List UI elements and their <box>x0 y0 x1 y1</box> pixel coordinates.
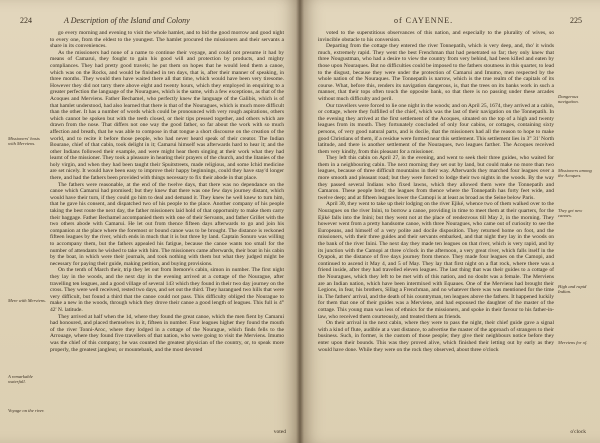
page-number: 225 <box>570 16 582 25</box>
paragraph: They arrived at half when the 1d, where they found the great canoe, which the men fient by Camarui had honoured, and placed themselves in it, fifteen in number. Four leagues higher they found the mouth of the river Tonni-Aroc, where they lodged in a cottage of the Nourague, which finds fells to the Arrouage, where they found five travellers of that nation, who were going to visit the Merviens. Imumo was the chief of this company; he was counted the greatest physician of the country, or, to speak more properly, the greatest jangleur, or mountebank, and the most devoted <box>50 313 284 353</box>
paragraph: Departing from the cottage they entered the river Tonnepatih, which is very deep, and, tho' it winds much, extremely rapid. They went the best Frenchman that had penetrated so far; they only knew that three Nougustman, who had a desire to view the country from very behind, had been killed and eaten by those upon Nouraques. But no difficulties could be imposed to the fathers stoutness in this quarter, to lead to the disgust, because they were under the protection of Camarui and Imumo, men respected by the whole nation of the Nouraques. The Tonnepatih is narrow, which is the true realm of the capitals of its course. What, before this, renders its navigation dangerous, is, that the trees on its banks work in such a manner, that their tops often touch the opposite bank, so that there is no passing under these arcades without much difficulty and peril. <box>318 43 554 102</box>
marginal-note: Missioners' hosts with Merviens. <box>8 136 40 147</box>
right-page-body <box>318 30 554 353</box>
marginal-note: A remarkable waterfall. <box>8 374 33 385</box>
marginal-note: Missioners among the Acoques. <box>558 168 592 179</box>
paragraph: They left this cabin on April 27, in the evening, and went to seek their three guides, who waited for them in a neighbouring cabin. The next morning they set out by land, but could make no more than two leagues, because of three difficult mountains in their way. Afterwards they marched four leagues over a more smooth and pleasant road; but they were forced to lodge their two nights in the woods. By the way they passed several Indians who fixed lawns, which they allowed them were the Tonnepatih and Camaron. These people bred; the leagues from thence where the Tonnepatih has forty feet wide, and twelve deep; and at fifteen leagues lower the Camopi is at least as broad as the Seine below Paris. <box>318 155 554 201</box>
paragraph: As the missioners had none of a name to continue their voyage, and could not presume it had by means of Camarui, they fought to gain his good will and protection by products, and mighty compliances. They had pretty good travels; he put them on hopes that he would lend them a canoe, which was on the Rocks, and would be finished in ten days, that is, after their manner of speaking, in three months. They would then have waited there all that time, which would have been very tiresome. However they did not tarry there above eight and twenty hours, which they employed in enquiring to a greater perfection the language of the Nouragues, which is the same, with a few exceptions, as that of the Acoques and Merviens. Father Bechamel, who perfectly knew the language of the Galibis, which is of that hamlet understood, had also learned that there is that of the Nouragues, which is much more difficult than the other. It has a number of words which could be pronounced with very rough aspirations, others which cannot be spoken but with the teeth closed, or their tips pressed together, and others which are drawn from the nose. That differs not one way the good father, so far about the work with so much affection and breath, that he was able to compose in that tongue a short discourse on the creation of the world, and to recite it before those people, who had never heard speak of their creator. The Indian Bourane, chief of that cabin, took delight in it; Camarui himself was afterwards hard to hear it; and the other Indians followed their example, and were might hear them singing at their work what they had learnt of the missioner. They took a pleasure in hearing their prayers of the church, and the litanies of the holy virgin, and when they had been taught their Spuitstreets, made religious, and some Ichid medicine are set nicely. It would have been easy to improve their happy beginnings, could they have stay'd longer there, and had the fathers been provided with things necessary to fix their abode in that place. <box>50 49 284 182</box>
paragraph: voted to the superstitious observances of this nation, and especially to the plurality of wives, so invincible obstacle to his conversion. <box>318 30 554 43</box>
page-number: 224 <box>20 16 32 25</box>
paragraph: April 30, they went to take up their lodging on the river Ejiké, whence two of them walked over to the Nouragues on the river Inini, to borrow a canoe, providing in time to meet them at their quarters, for the Ejiké falls into the Inini; but they went not at the place of rendezvous till May 2, in the morning. They however went from a pretty handsome canoe, with three Nouragues, who came out of curiosity to see the Europeans, and himself of a very polite and docile disposition. They returned home on foot, and the missioners, with their three guides and their servants embarked, and that night they lay in the woods on the bank of the river Inini. The next day they made ten leagues on that river, which is very rapid, and by its junction with the Camopi at three o'clock in the afternoon, a very great river, which falls itself in the Oyapok, at the distance of five days journey from thence. They made four leagues on the Camopi, and continued to ascend it May 4, and 5 of May. They lay that first night on a flat rock, where there was a friend inside, after they had travelled eleven leagues. The last thing that was their guides to a cottage of the Nouragues, which they left to be met with of this nation, and no doubt was a female. The Merviens are an Indian nation, which have been intermixed with Equaues. One of the Merviens had brought their Legions, in fear, his brothers, Sillag a Frenchman, and no whatever there was was mentioned for the time in. The fathers' arrival, and the death of his countryman, ten leagues above the fathers. It happened luckily for them that one of their guides was a Merviene, and had espoused the daughter of the master of the cottage. This young man was less of ethnics for the missioners, and spoke in their favour to his father-in-law, who received them courteously, and treated them as friends. <box>318 201 554 320</box>
left-page-body <box>50 30 284 353</box>
paragraph: The fathers were reasonable, at the end of the twelve days, that there was no dependance on the canoe which Camarui had promised; but they knew that there was one few days journey distant, which would have their turn, if they could go him to deal and demand it. They knew he well knew to turn him, that he gave his consent, and dispatched two of his people to the place. Another company of his people taking the best route the next day, the father missioners laid hold of that opportunity to make them carry their baggage. Father Bechamel accompanied them with one of their Servants, and father Grillet with the two others abode with Camarui. He let out from thence fifteen days afterwards to go and join his companion at the place where the foremost or bound canoe was to be brought. The distance is reckoned fifteen leagues by the river, which ends in much that it is but three by land. Captain Sonuro was willing to accompany them, but the fathers appealed his fatigue, because the canoe wants too small for the number of attendants he wished to take with him. The missioners came afterwards, their boat in his cabin by the boat, in which were their journals, and took nothing with them but what they judged might be necessary for paying their guide, making petition, and buying provisions. <box>50 181 284 267</box>
marginal-note: Dangerous navigation. <box>558 94 579 105</box>
running-title: A Description of the Island and Colony <box>64 16 190 25</box>
left-page-header <box>20 16 282 28</box>
paragraph: go every morning and evening to visit the whole hamlet, and to bid the good morrow and good night to every one, from the eldest to the youngest. The hamlet procured the missioners and their servants a share in its conveniences. <box>50 30 284 50</box>
book-gutter <box>296 0 304 443</box>
right-page <box>300 0 600 443</box>
paragraph: Our travellers were forced to lie one night in the woods; and on April 25, 1674, they arrived at a cabin, or cottage, where they fulfilled of the chief, which was the last of their navigation on the Tonnepatih. In the evening they arrived at the first settlement of the Acoques, situated on the top of a high and twenty leagues from its mouth. They fortunately concluded of only four cabins, or cottages, containing sixty persons, of very good natural parts, and is docile, that the missioners had all the reason to hope to make good Christians of them, if a residue were formed near this settlement. This settlement lies in 3° 31' North latitude, and there is another settlement of the Nouraques, two leagues farther. The Acoques received them very kindly, from this pleasant for a missioner. <box>318 102 554 155</box>
marginal-note: Mere with Merviens. <box>8 298 46 303</box>
right-page-header <box>316 16 582 28</box>
catchword: o'clock <box>570 429 586 435</box>
catchword: voted <box>273 429 286 435</box>
marginal-note: They get new canoes. <box>558 208 583 219</box>
marginal-note: Merviens for of. <box>558 340 588 345</box>
marginal-note: Voyage on the river. <box>8 408 45 413</box>
running-title: of CAYENNE. <box>394 16 454 25</box>
marginal-note: High and rapid Indian. <box>558 284 587 295</box>
paragraph: On the tenth of March their, trip they let out from Itemore's cabin, simon in number. The first night they lay in the woods, and the next day in the evening arrived at a cottage of the Nourague, after travelling ten leagues, and a good village of several 143 which they found in their two day journey on the cross. They were well received, rested two days, and set out the third. They harangued two hills that were very difficult, but found a third that the canoe could not pass. This difficulty obliged the Nourague to make a new in the woods, through which they drove their canoe a good length of leagues. This full is 4° 42' N. latitude. <box>50 267 284 313</box>
paragraph: On their arrival in the next cabin, where they were to pass the night, their chief guide gave a signal with a kind of flute, audible at a vast distance, to advertise the master of the approach of strangers to their business. Such, in former, is the custom of those people; they give their neighbours notice before they enter upon their bounds. This was they proved alive, which finished their letting out by early as they would have done. While they were on the rock they observed, about three o'clock <box>318 320 554 353</box>
